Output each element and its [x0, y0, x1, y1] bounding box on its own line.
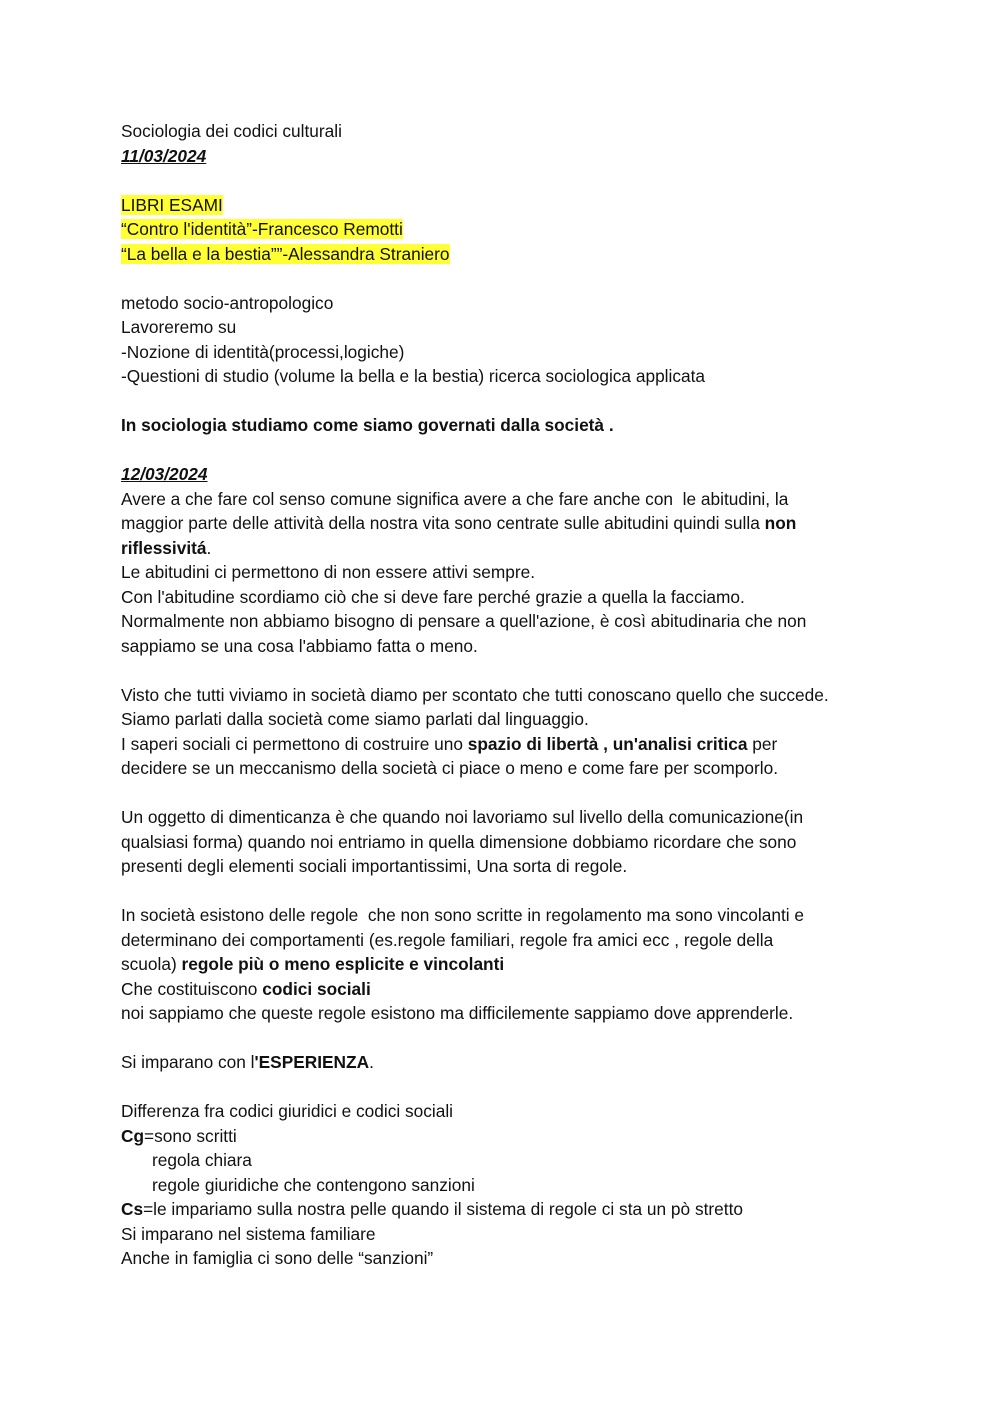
paragraph-line: Visto che tutti viviamo in società diamo per scontato che tutti conoscano quello che succede. — [121, 684, 829, 705]
paragraph-line: determinano dei comportamenti (es.regole familiari, regole fra amici ecc , regole della — [121, 929, 774, 950]
definition-cg: Cg=sono scritti — [121, 1125, 237, 1146]
date-heading-1 — [121, 144, 921, 169]
date-heading-2 — [121, 462, 921, 487]
paragraph-line: I saperi sociali ci permettono di costruire uno spazio di libertà , un'analisi critica per — [121, 733, 778, 754]
paragraph-line: -Questioni di studio (volume la bella e la bestia) ricerca sociologica applicata — [121, 366, 706, 386]
paragraph-line: Siamo parlati dalla società come siamo parlati dal linguaggio. — [121, 709, 589, 729]
paragraph-line: metodo socio-antropologico — [121, 292, 334, 313]
book-item: “Contro l'identità”-Francesco Remotti — [121, 219, 403, 239]
paragraph-line: Con l'abitudine scordiamo ciò che si deve fare perché grazie a quella la facciamo. — [121, 586, 745, 607]
document-title: Sociologia dei codici culturali — [121, 121, 342, 141]
books-heading: LIBRI ESAMI — [121, 194, 223, 215]
paragraph-line: noi sappiamo che queste regole esistono ma difficilemente sappiamo dove apprenderle. — [121, 1003, 794, 1023]
paragraph-line: Lavoreremo su — [121, 317, 237, 337]
paragraph-line: Che costituiscono codici sociali — [121, 978, 371, 999]
definition-item: regole giuridiche che contengono sanzioni — [152, 1174, 475, 1195]
paragraph-line: Le abitudini ci permettono di non essere attivi sempre. — [121, 562, 536, 582]
paragraph-line: presenti degli elementi sociali importantissimi, Una sorta di regole. — [121, 856, 628, 876]
paragraph-line: Anche in famiglia ci sono delle “sanzioni” — [121, 1248, 434, 1268]
bold-statement: In sociologia studiamo come siamo governati dalla società . — [121, 415, 614, 435]
paragraph-line: maggior parte delle attività della nostra vita sono centrate sulle abitudini quindi sulla non — [121, 513, 797, 533]
definition-item: regola chiara — [152, 1150, 252, 1170]
paragraph-line: scuola) regole più o meno esplicite e vincolanti — [121, 954, 505, 974]
paragraph-line: In società esistono delle regole che non sono scritte in regolamento ma sono vincolanti e — [121, 905, 805, 925]
date-text: 11/03/2024 — [121, 145, 207, 166]
paragraph-line: Si imparano con l'ESPERIENZA. — [121, 1052, 374, 1072]
paragraph-line: Avere a che fare col senso comune significa avere a che fare anche con le abitudini, la — [121, 488, 789, 509]
paragraph-line: Un oggetto di dimenticanza è che quando noi lavoriamo sul livello della comunicazione(in — [121, 807, 804, 827]
paragraph-line: qualsiasi forma) quando noi entriamo in quella dimensione dobbiamo ricordare che sono — [121, 831, 797, 852]
date-text: 12/03/2024 — [121, 464, 208, 484]
paragraph-line: decidere se un meccanismo della società ci piace o meno e come fare per scomporlo. — [121, 758, 779, 778]
paragraph-line: -Nozione di identità(processi,logiche) — [121, 341, 405, 362]
paragraph-line: Si imparano nel sistema familiare — [121, 1223, 376, 1244]
document-page — [121, 119, 921, 1271]
paragraph-line: riflessivitá. — [121, 537, 212, 558]
book-item: “La bella e la bestia””-Alessandra Straniero — [121, 243, 450, 264]
paragraph-line: sappiamo se una cosa l'abbiamo fatta o meno. — [121, 635, 478, 656]
paragraph-line: Differenza fra codici giuridici e codici sociali — [121, 1101, 454, 1121]
paragraph-line: Normalmente non abbiamo bisogno di pensare a quell'azione, è così abitudinaria che non — [121, 611, 807, 631]
definition-cs: Cs=le impariamo sulla nostra pelle quando il sistema di regole ci sta un pò stretto — [121, 1199, 743, 1219]
